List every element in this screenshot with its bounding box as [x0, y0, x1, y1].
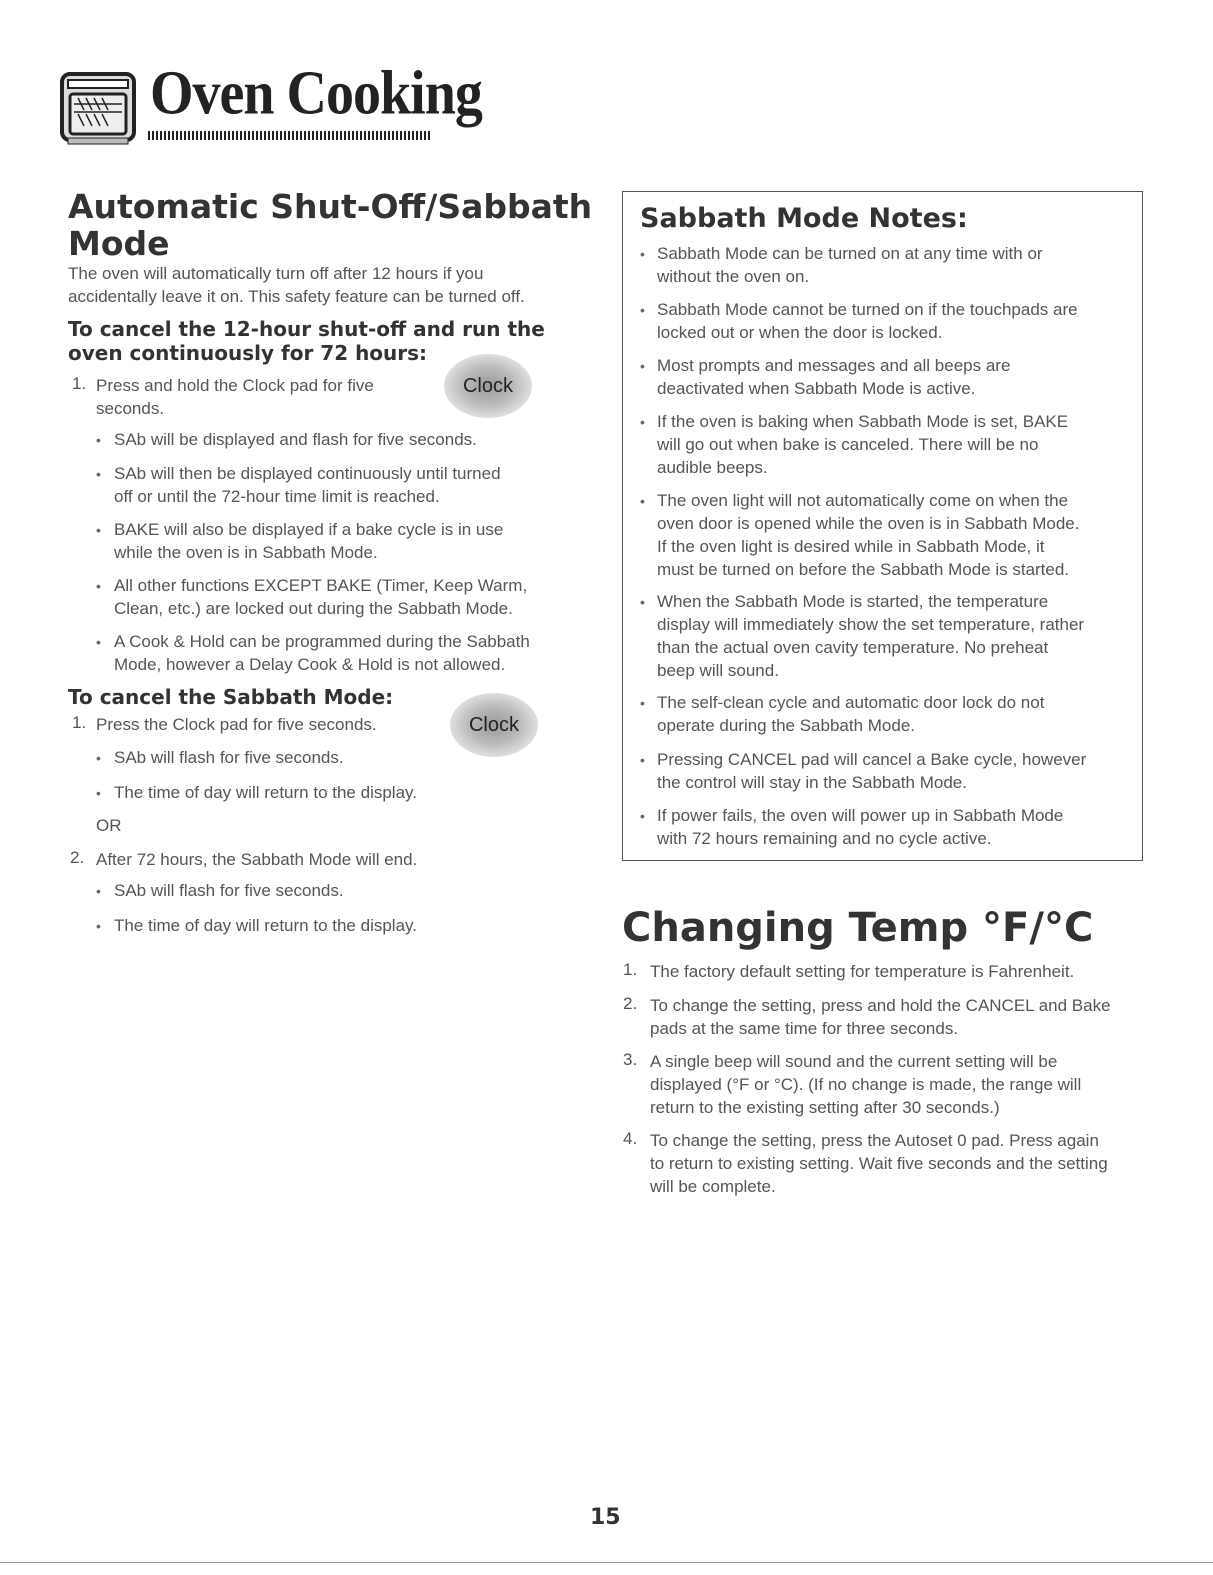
bottom-rule	[0, 1562, 1213, 1563]
note6-line2: display will immediately show the set temperature, rather	[657, 615, 1085, 634]
sabbath-notes-title: Sabbath Mode Notes:	[640, 203, 968, 234]
bullet-icon: •	[640, 752, 645, 768]
temp-step2-line1: To change the setting, press and hold the CANCEL and Bake	[650, 996, 1111, 1015]
bullet-icon: •	[640, 302, 645, 318]
note9-line2: with 72 hours remaining and no cycle active.	[657, 829, 992, 848]
cancel2-bullet1: SAb will flash for five seconds.	[114, 881, 344, 900]
temp-step2-number: 2.	[623, 994, 638, 1013]
bullet-icon: •	[640, 695, 645, 711]
changing-temp-title: Changing Temp °F/°C	[622, 905, 1094, 951]
note2-line1: Sabbath Mode cannot be turned on if the touchpads are	[657, 300, 1078, 319]
oven-icon	[58, 68, 138, 148]
bullet-icon: •	[640, 414, 645, 430]
bullet1-3-line2: while the oven is in Sabbath Mode.	[114, 543, 378, 562]
note1-line2: without the oven on.	[657, 267, 810, 286]
note3-line1: Most prompts and messages and all beeps are	[657, 356, 1011, 375]
temp-step4-line1: To change the setting, press the Autoset 0 pad. Press again	[650, 1131, 1099, 1150]
bullet-icon: •	[96, 634, 101, 650]
clock-pad-image: Clock	[444, 354, 532, 418]
page-number: 15	[590, 1505, 621, 1530]
note8-line1: Pressing CANCEL pad will cancel a Bake cycle, however	[657, 750, 1087, 769]
cancel-step1-text: Press the Clock pad for five seconds.	[96, 715, 377, 734]
cancel-step2-number: 2.	[70, 848, 85, 867]
temp-step2-line2: pads at the same time for three seconds.	[650, 1019, 959, 1038]
note1-line1: Sabbath Mode can be turned on at any time with or	[657, 244, 1043, 263]
note5-line3: If the oven light is desired while in Sabbath Mode, it	[657, 537, 1045, 556]
header-title: Oven Cooking	[150, 58, 482, 129]
note6-line4: beep will sound.	[657, 661, 779, 680]
note6-line3: than the actual oven cavity temperature. No preheat	[657, 638, 1049, 657]
note5-line1: The oven light will not automatically come on when the	[657, 491, 1069, 510]
note4-line2: will go out when bake is canceled. There will be no	[657, 435, 1039, 454]
temp-step1-number: 1.	[623, 960, 638, 979]
note8-line2: the control will stay in the Sabbath Mode.	[657, 773, 967, 792]
bullet1-4-line1: All other functions EXCEPT BAKE (Timer, Keep Warm,	[114, 576, 528, 595]
note4-line1: If the oven is baking when Sabbath Mode is set, BAKE	[657, 412, 1069, 431]
bullet-icon: •	[640, 246, 645, 262]
step1-line2: seconds.	[96, 399, 165, 418]
bullet-icon: •	[96, 918, 101, 934]
note7-line1: The self-clean cycle and automatic door lock do not	[657, 693, 1045, 712]
temp-step3-line2: displayed (°F or °C). (If no change is made, the range will	[650, 1075, 1082, 1094]
bullet-icon: •	[96, 466, 101, 482]
temp-step3-line1: A single beep will sound and the current setting will be	[650, 1052, 1058, 1071]
cancel-sabbath-heading: To cancel the Sabbath Mode:	[68, 685, 394, 709]
bullet1-2-line1: SAb will then be displayed continuously until turned	[114, 464, 501, 483]
note4-line3: audible beeps.	[657, 458, 768, 477]
note6-line1: When the Sabbath Mode is started, the temperature	[657, 592, 1049, 611]
or-text: OR	[96, 816, 122, 835]
bullet-icon: •	[640, 493, 645, 509]
cancel-bullet1: SAb will flash for five seconds.	[114, 748, 344, 767]
step1-line1: Press and hold the Clock pad for five	[96, 376, 374, 395]
note9-line1: If power fails, the oven will power up in Sabbath Mode	[657, 806, 1064, 825]
bullet-icon: •	[96, 750, 101, 766]
bullet-icon: •	[640, 594, 645, 610]
bullet-icon: •	[96, 883, 101, 899]
cancel12-heading-line1: To cancel the 12-hour shut-off and run the	[68, 317, 545, 341]
bullet1-5-line1: A Cook & Hold can be programmed during the Sabbath	[114, 632, 530, 651]
cancel-bullet2: The time of day will return to the display.	[114, 783, 417, 802]
temp-step3-line3: return to the existing setting after 30 seconds.)	[650, 1098, 1000, 1117]
sabbath-intro-line2: accidentally leave it on. This safety feature can be turned off.	[68, 287, 525, 306]
bullet-icon: •	[640, 358, 645, 374]
bullet-icon: •	[96, 432, 101, 448]
note7-line2: operate during the Sabbath Mode.	[657, 716, 916, 735]
temp-step4-line3: will be complete.	[650, 1177, 776, 1196]
sabbath-title-line1: Automatic Shut-Off/Sabbath	[68, 187, 593, 226]
cancel-step1-number: 1.	[72, 713, 87, 732]
sabbath-intro-line1: The oven will automatically turn off after 12 hours if you	[68, 264, 484, 283]
header-rule	[148, 131, 432, 140]
note5-line2: oven door is opened while the oven is in Sabbath Mode.	[657, 514, 1080, 533]
bullet1-1-line1: SAb will be displayed and flash for five seconds.	[114, 430, 477, 449]
temp-step3-number: 3.	[623, 1050, 638, 1069]
bullet1-3-line1: BAKE will also be displayed if a bake cycle is in use	[114, 520, 504, 539]
step1-number: 1.	[72, 374, 87, 393]
temp-step4-number: 4.	[623, 1129, 638, 1148]
temp-step1-line1: The factory default setting for temperature is Fahrenheit.	[650, 962, 1075, 981]
sabbath-title-line2: Mode	[68, 224, 170, 263]
temp-step4-line2: to return to existing setting. Wait five seconds and the setting	[650, 1154, 1108, 1173]
bullet-icon: •	[640, 808, 645, 824]
cancel-step2-text: After 72 hours, the Sabbath Mode will end.	[96, 850, 418, 869]
note5-line4: must be turned on before the Sabbath Mode is started.	[657, 560, 1070, 579]
bullet-icon: •	[96, 522, 101, 538]
bullet1-2-line2: off or until the 72-hour time limit is reached.	[114, 487, 440, 506]
clock-pad-image: Clock	[450, 693, 538, 757]
cancel12-heading-line2: oven continuously for 72 hours:	[68, 341, 428, 365]
cancel2-bullet2: The time of day will return to the display.	[114, 916, 417, 935]
bullet1-5-line2: Mode, however a Delay Cook & Hold is not allowed.	[114, 655, 506, 674]
bullet-icon: •	[96, 578, 101, 594]
note3-line2: deactivated when Sabbath Mode is active.	[657, 379, 976, 398]
note2-line2: locked out or when the door is locked.	[657, 323, 943, 342]
bullet1-4-line2: Clean, etc.) are locked out during the Sabbath Mode.	[114, 599, 513, 618]
bullet-icon: •	[96, 785, 101, 801]
